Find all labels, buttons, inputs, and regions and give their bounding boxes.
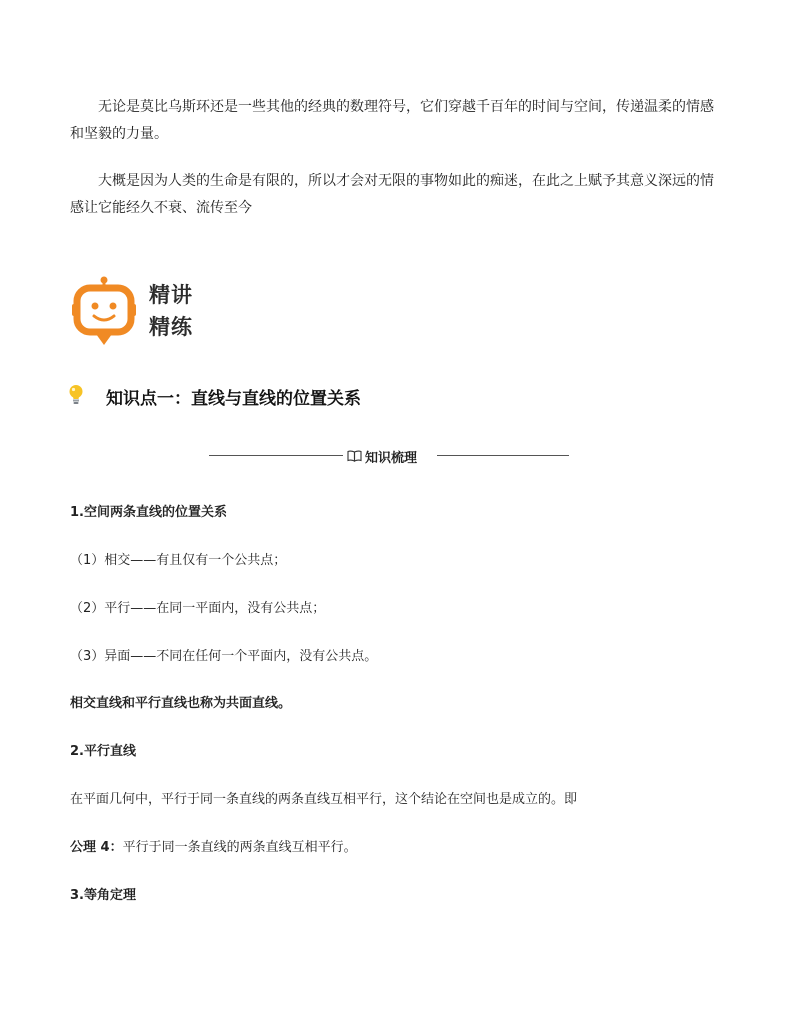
section-1-heading: 1.空间两条直线的位置关系 — [70, 505, 227, 520]
axiom-label: 公理 4： — [70, 840, 123, 855]
list-item: （3）异面——不同在任何一个平面内，没有公共点。 — [70, 649, 378, 664]
banner-title-line-2: 精练 — [149, 315, 193, 339]
section-2-heading: 2.平行直线 — [70, 744, 136, 759]
chat-robot-icon — [72, 276, 136, 348]
list-item: （2）平行——在同一平面内，没有公共点； — [70, 601, 326, 616]
banner-title-line-1: 精讲 — [149, 283, 193, 307]
divider-line-left — [209, 455, 343, 456]
lightbulb-icon — [68, 384, 84, 406]
intro-paragraph-1: 无论是莫比乌斯环还是一些其他的经典的数理符号，它们穿越千百年的时间与空间，传递温柔的情感和坚毅的力量。 — [70, 99, 714, 142]
list-item: （1）相交——有且仅有一个公共点； — [70, 553, 287, 568]
axiom-4 — [70, 836, 357, 855]
section-divider — [347, 446, 417, 466]
intro-paragraph-2: 大概是因为人类的生命是有限的，所以才会对无限的事物如此的痴迷，在此之上赋予其意义深远的情感让它能经久不衰、流传至今 — [70, 173, 714, 216]
section-3-heading: 3.等角定理 — [70, 888, 136, 903]
book-icon — [347, 450, 362, 462]
section-divider-label: 知识梳理 — [365, 450, 418, 466]
section-2-text: 在平面几何中，平行于同一条直线的两条直线互相平行，这个结论在空间也是成立的。即 — [70, 792, 578, 807]
axiom-text: 平行于同一条直线的两条直线互相平行。 — [122, 840, 357, 855]
knowledge-point-title: 知识点一：直线与直线的位置关系 — [106, 389, 361, 409]
coplanar-note: 相交直线和平行直线也称为共面直线。 — [70, 696, 292, 711]
divider-line-right — [437, 455, 569, 456]
